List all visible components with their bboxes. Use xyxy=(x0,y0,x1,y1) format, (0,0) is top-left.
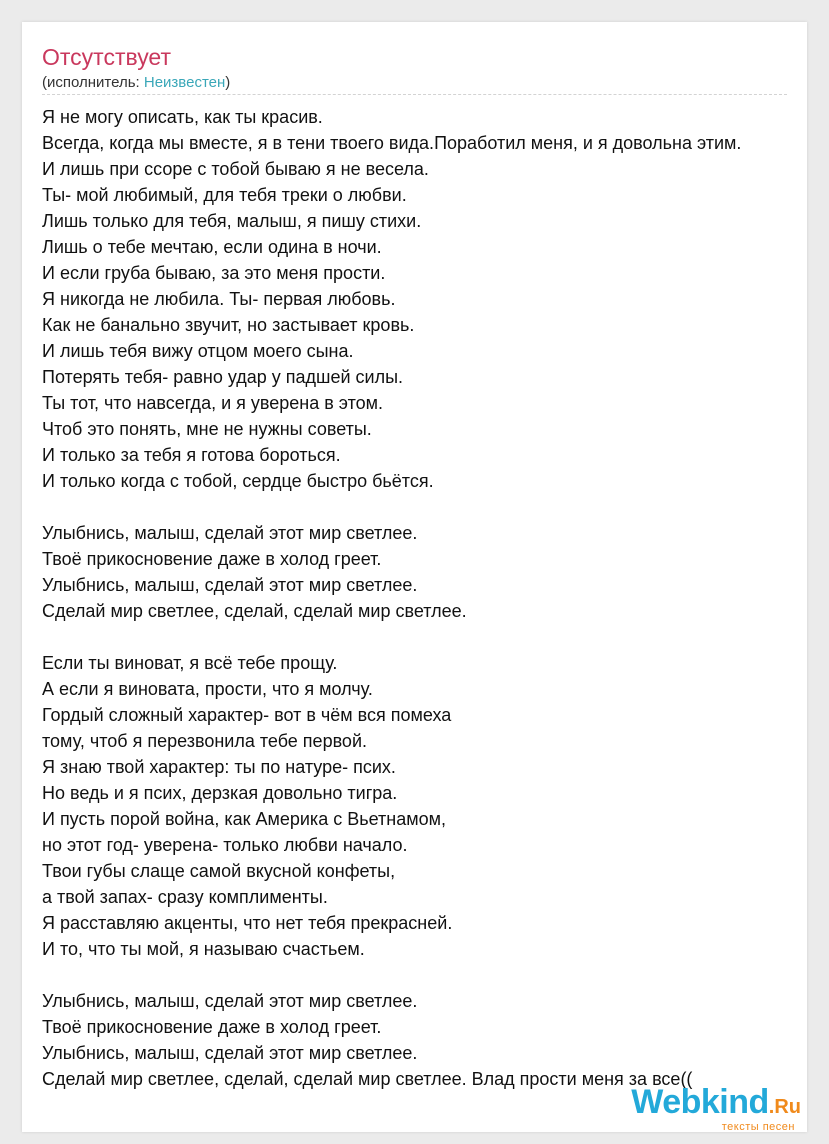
lyric-line: Твоё прикосновение даже в холод греет. xyxy=(42,549,382,569)
lyric-line: Ты- мой любимый, для тебя треки о любви. xyxy=(42,185,407,205)
lyric-line: Лишь о тебе мечтаю, если одина в ночи. xyxy=(42,237,382,257)
lyric-line: Улыбнись, малыш, сделай этот мир светлее. xyxy=(42,1043,418,1063)
webkind-logo[interactable] xyxy=(631,1083,801,1133)
song-title: Отсутствует xyxy=(42,44,171,70)
lyric-line: И лишь тебя вижу отцом моего сына. xyxy=(42,341,354,361)
lyric-line: Я расставляю акценты, что нет тебя прекрасней. xyxy=(42,913,453,933)
lyric-line: Улыбнись, малыш, сделай этот мир светлее. xyxy=(42,575,418,595)
artist-prefix: (исполнитель: xyxy=(42,74,144,91)
verse-2 xyxy=(42,650,741,962)
lyric-line: И то, что ты мой, я называю счастьем. xyxy=(42,939,365,959)
lyric-line: И пусть порой война, как Америка с Вьетнамом, xyxy=(42,809,446,829)
lyric-line: Улыбнись, малыш, сделай этот мир светлее. xyxy=(42,523,418,543)
lyrics-card xyxy=(22,22,807,1132)
lyric-line: Твоё прикосновение даже в холод греет. xyxy=(42,1017,382,1037)
lyric-line: а твой запах- сразу комплименты. xyxy=(42,887,328,907)
verse-1 xyxy=(42,104,741,494)
artist-line xyxy=(42,73,230,93)
lyric-line: Чтоб это понять, мне не нужны советы. xyxy=(42,419,372,439)
lyric-line: И лишь при ссоре с тобой бываю я не весела. xyxy=(42,159,429,179)
lyric-line: А если я виновата, прости, что я молчу. xyxy=(42,679,373,699)
lyric-line: Твои губы слаще самой вкусной конфеты, xyxy=(42,861,396,881)
lyric-line: Я не могу описать, как ты красив. xyxy=(42,107,323,127)
logo-tld: .Ru xyxy=(768,1096,801,1118)
lyric-line: Сделай мир светлее, сделай, сделай мир светлее. xyxy=(42,601,467,621)
stanza-break xyxy=(42,962,741,988)
lyric-line: Как не банально звучит, но застывает кровь. xyxy=(42,315,415,335)
lyric-line: Лишь только для тебя, малыш, я пишу стихи. xyxy=(42,211,422,231)
lyric-line: Сделай мир светлее, сделай, сделай мир светлее. Влад прости меня за все(( xyxy=(42,1069,693,1089)
artist-link[interactable]: Неизвестен xyxy=(143,74,226,91)
lyric-line: тому, чтоб я перезвонила тебе первой. xyxy=(42,731,368,751)
lyric-line: Если ты виноват, я всё тебе прощу. xyxy=(42,653,338,673)
chorus-1 xyxy=(42,520,741,624)
lyric-line: но этот год- уверена- только любви начало. xyxy=(42,835,408,855)
chorus-2 xyxy=(42,988,741,1092)
lyric-line: И только когда с тобой, сердце быстро бьётся. xyxy=(42,471,434,491)
artist-suffix: ) xyxy=(225,74,231,91)
logo-tagline: тексты песен xyxy=(721,1121,795,1133)
lyric-line: Я знаю твой характер: ты по натуре- псих. xyxy=(42,757,396,777)
lyric-line: И только за тебя я готова бороться. xyxy=(42,445,341,465)
stanza-break xyxy=(42,624,741,650)
lyric-line: Улыбнись, малыш, сделай этот мир светлее. xyxy=(42,991,418,1011)
lyric-line: Потерять тебя- равно удар у падшей силы. xyxy=(42,367,404,387)
lyric-line: Я никогда не любила. Ты- первая любовь. xyxy=(42,289,396,309)
lyric-line: Гордый сложный характер- вот в чём вся помеха xyxy=(42,705,452,725)
stanza-break xyxy=(42,494,741,520)
logo-brand: Webkind xyxy=(631,1083,769,1121)
lyric-line: И если груба бываю, за это меня прости. xyxy=(42,263,386,283)
lyric-line: Но ведь и я псих, дерзкая довольно тигра. xyxy=(42,783,398,803)
lyrics-text xyxy=(42,104,741,1092)
lyric-line: Ты тот, что навсегда, и я уверена в этом. xyxy=(42,393,384,413)
title-divider xyxy=(42,94,787,95)
lyric-line: Всегда, когда мы вместе, я в тени твоего вида.Поработил меня, и я довольна этим. xyxy=(42,133,742,153)
